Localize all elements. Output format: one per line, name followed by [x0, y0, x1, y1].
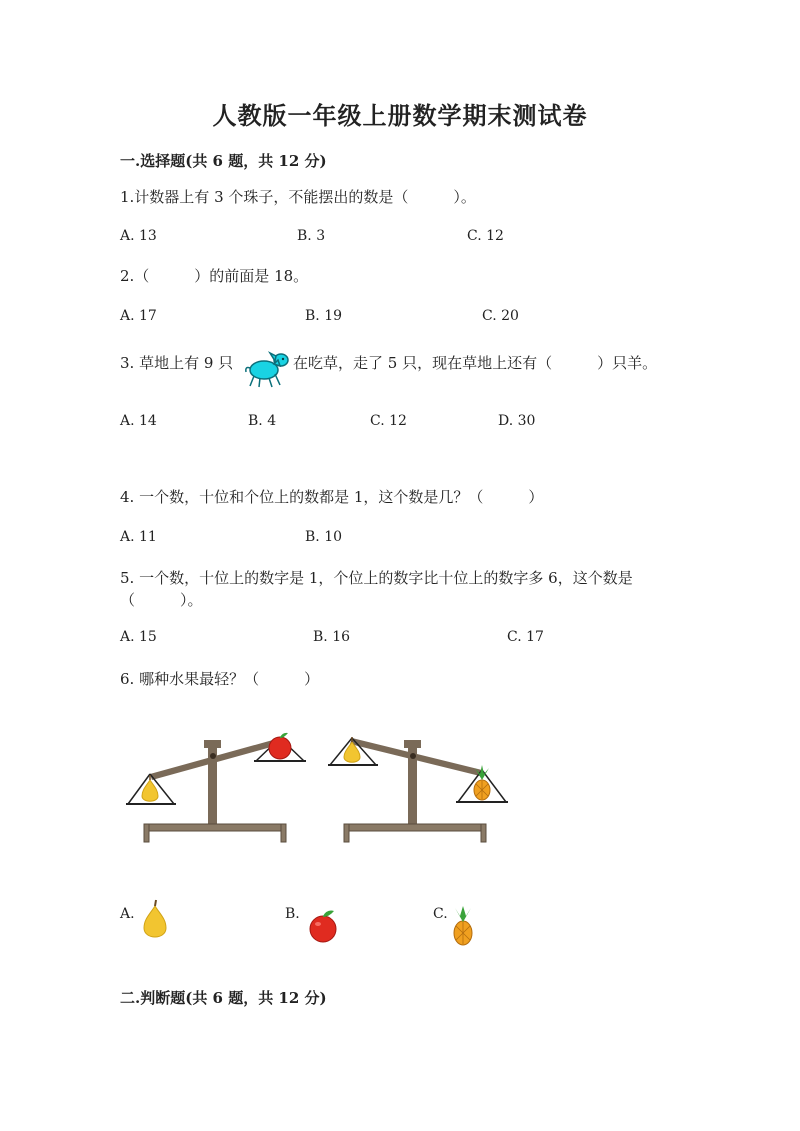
q2-option-c[interactable]: C. 20: [482, 308, 519, 324]
question-6: 6. 哪种水果最轻？（ ）: [120, 670, 320, 688]
pear-icon[interactable]: [138, 898, 172, 944]
pineapple-icon[interactable]: [450, 906, 476, 946]
q6-option-c-label[interactable]: C.: [433, 906, 448, 922]
q5-option-a[interactable]: A. 15: [120, 629, 157, 645]
q4-option-a[interactable]: A. 11: [120, 529, 157, 545]
q6-option-a-label[interactable]: A.: [120, 906, 135, 922]
apple-icon: [269, 733, 291, 759]
question-3-part2: 在吃草，走了 5 只，现在草地上还有（ ）只羊。: [293, 354, 658, 372]
question-1: 1.计数器上有 3 个珠子，不能摆出的数是（ ）。: [120, 188, 476, 206]
balance-scales-figure: [120, 720, 520, 850]
q1-option-c[interactable]: C. 12: [467, 228, 504, 244]
q3-option-a[interactable]: A. 14: [120, 413, 157, 429]
question-5-line2: （ ）。: [120, 591, 203, 609]
q5-option-c[interactable]: C. 17: [507, 629, 544, 645]
q3-option-d[interactable]: D. 30: [498, 413, 536, 429]
section-heading-judgement: 二.判断题(共 6 题，共 12 分): [120, 989, 327, 1007]
q1-option-b[interactable]: B. 3: [297, 228, 326, 244]
q3-option-b[interactable]: B. 4: [248, 413, 277, 429]
q2-option-b[interactable]: B. 19: [305, 308, 343, 324]
pineapple-icon: [474, 765, 490, 800]
sheep-icon: [242, 346, 292, 390]
question-5-line1: 5. 一个数，十位上的数字是 1，个位上的数字比十位上的数字多 6，这个数是: [120, 569, 633, 587]
q1-option-a[interactable]: A. 13: [120, 228, 157, 244]
question-3-part1: 3. 草地上有 9 只: [120, 354, 234, 372]
apple-icon[interactable]: [306, 908, 340, 944]
page-title: 人教版一年级上册数学期末测试卷: [212, 101, 588, 130]
q2-option-a[interactable]: A. 17: [120, 308, 157, 324]
scale-left: [126, 733, 306, 842]
q6-option-b-label[interactable]: B.: [285, 906, 300, 922]
question-2: 2.（ ）的前面是 18。: [120, 267, 309, 285]
q3-option-c[interactable]: C. 12: [370, 413, 407, 429]
section-heading-choice: 一.选择题(共 6 题，共 12 分): [120, 152, 327, 170]
question-4: 4. 一个数，十位和个位上的数都是 1，这个数是几？（ ）: [120, 488, 544, 506]
q5-option-b[interactable]: B. 16: [313, 629, 351, 645]
q4-option-b[interactable]: B. 10: [305, 529, 343, 545]
scale-right: [328, 737, 508, 842]
